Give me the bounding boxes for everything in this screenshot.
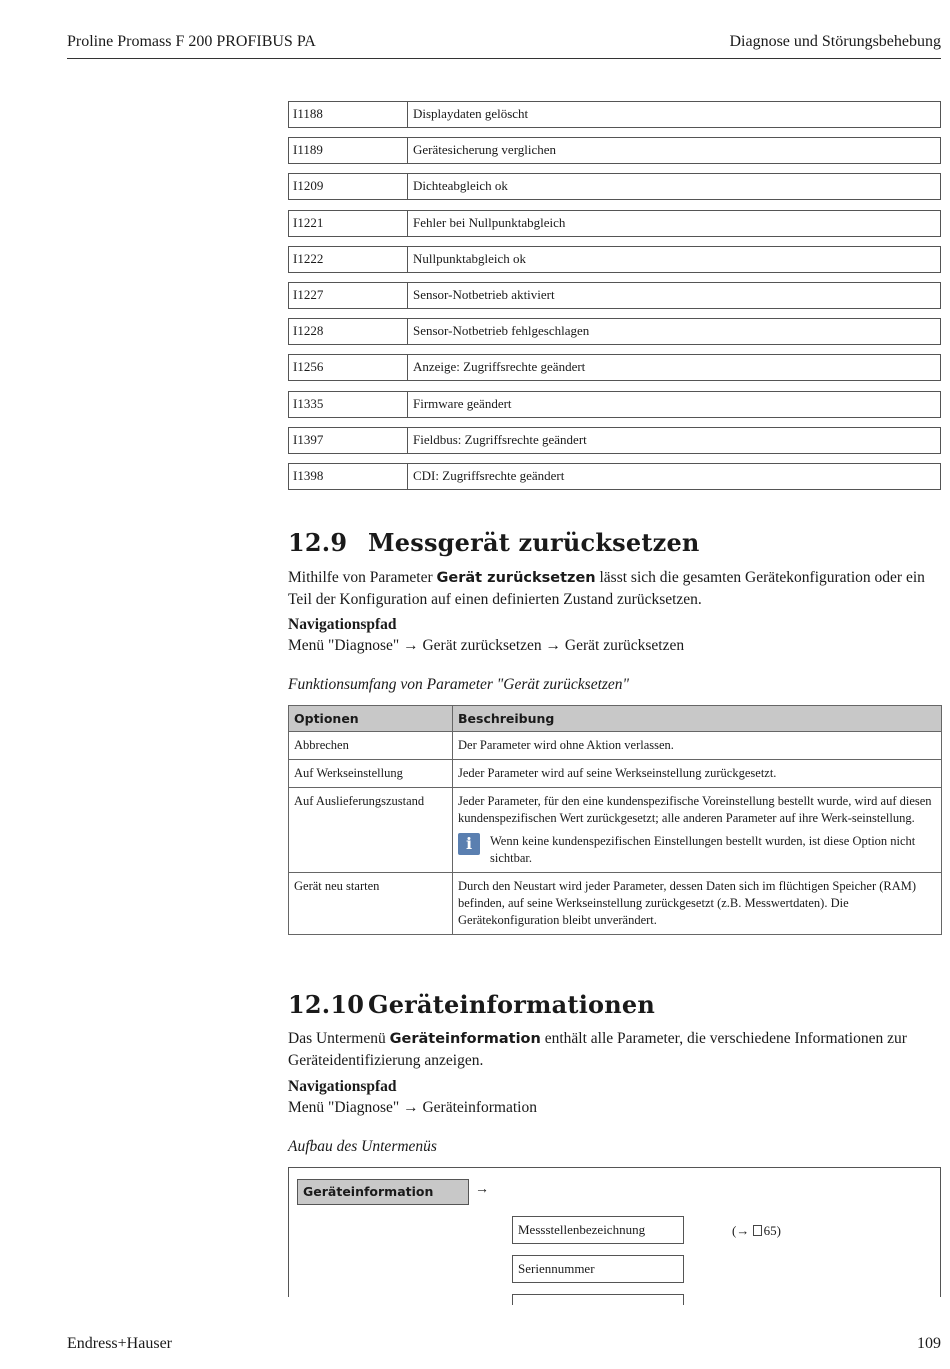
table-row [288, 101, 941, 128]
diagnostic-code: I1209 [289, 174, 408, 199]
table-row [288, 391, 941, 418]
table-row [288, 282, 941, 309]
table-row [288, 463, 941, 490]
ref-page-number: 65 [763, 1223, 777, 1238]
section-heading-device-info [288, 990, 655, 1019]
section-number: 12.9 [288, 528, 348, 557]
column-header: Optionen [289, 706, 453, 732]
table-row [288, 246, 941, 273]
submenu-name: Geräteinformation [389, 1031, 541, 1047]
arrow-right-icon: → [475, 1182, 489, 1197]
diagnostic-code: I1397 [289, 428, 408, 453]
section-heading-reset [288, 528, 700, 557]
page-reference [732, 1223, 781, 1239]
diagnostic-code: I1222 [289, 247, 408, 272]
options-table [288, 705, 942, 935]
column-header: Beschreibung [453, 706, 942, 732]
option-cell: Auf Auslieferungszustand [289, 788, 453, 873]
diagnostic-code: I1221 [289, 211, 408, 236]
diagnostic-code: I1335 [289, 392, 408, 417]
description-cell: Der Parameter wird ohne Aktion verlassen. [453, 732, 942, 760]
diagnostic-description: Gerätesicherung verglichen [413, 142, 557, 158]
description-text: Jeder Parameter, für den eine kundenspezifische Voreinstellung bestellt wurde, wird auf diesen kundenspezifischen Wert zurückgesetzt; alle anderen Parameter auf ihre Werk-seinstellung. [458, 794, 932, 825]
info-note [458, 833, 936, 867]
intro-text: lässt sich die gesamten Gerätekonfiguration oder ein Teil der Konfiguration auf einen definierten Zustand zurücksetzen. [288, 569, 925, 608]
submenu-item-cut [512, 1294, 684, 1305]
info-icon: i [458, 833, 480, 855]
table-row [289, 732, 942, 760]
description-cell: Durch den Neustart wird jeder Parameter, dessen Daten sich im flüchtigen Speicher (RAM) befinden, auf seine Werkseinstellung zurückgesetzt (z.B. Messwertdaten). Die Gerätekonfiguration bleibt unverändert. [453, 873, 942, 935]
nav-path-title: Navigationspfad [288, 616, 397, 633]
nav-path: Menü "Diagnose" → Gerät zurücksetzen → Gerät zurücksetzen [288, 637, 685, 654]
diagnostic-description: Fehler bei Nullpunktabgleich [413, 214, 566, 230]
option-cell: Gerät neu starten [289, 873, 453, 935]
submenu-item-tag: Messstellenbezeichnung [512, 1216, 684, 1244]
nav-path: Menü "Diagnose" → Geräteinformation [288, 1099, 537, 1116]
diagnostic-description: Firmware geändert [413, 395, 512, 411]
diagnostic-description: Displaydaten gelöscht [413, 106, 529, 121]
header-rule [67, 58, 941, 59]
page-number: 109 [917, 1335, 941, 1352]
option-cell: Auf Werkseinstellung [289, 760, 453, 788]
diagnostic-description: Sensor-Notbetrieb aktiviert [413, 287, 555, 302]
diagnostic-description: Anzeige: Zugriffsrechte geändert [413, 359, 586, 375]
footer-company: Endress+Hauser [67, 1335, 172, 1352]
section-title: Geräteinformationen [368, 990, 655, 1019]
intro-text: enthält alle Parameter, die verschiedene Informationen zur Geräteidentifizierung anzeigen. [288, 1030, 907, 1069]
header-document-title: Proline Promass F 200 PROFIBUS PA [67, 33, 316, 50]
ref-prefix: (→ [732, 1223, 753, 1238]
ref-suffix: ) [776, 1223, 781, 1238]
table-header-row [289, 706, 942, 732]
nav-path-title: Navigationspfad [288, 1078, 397, 1095]
section-intro-reset [288, 567, 941, 610]
diagnostic-description: Sensor-Notbetrieb fehlgeschlagen [413, 323, 590, 339]
table-row [288, 354, 941, 381]
page-icon [753, 1225, 762, 1236]
diagnostic-description: Dichteabgleich ok [413, 178, 508, 194]
option-cell: Abbrechen [289, 732, 453, 760]
submenu-item-serial: Seriennummer [512, 1255, 684, 1283]
diagnostic-code: I1398 [289, 464, 408, 489]
diagnostic-code: I1227 [289, 283, 408, 308]
parameter-name: Gerät zurücksetzen [436, 570, 596, 586]
diagnostic-description: CDI: Zugriffsrechte geändert [413, 468, 565, 483]
diagnostic-description: Fieldbus: Zugriffsrechte geändert [413, 431, 587, 447]
description-cell: Jeder Parameter wird auf seine Werkseinstellung zurückgesetzt. [453, 760, 942, 788]
note-text: Wenn keine kundenspezifischen Einstellungen bestellt wurden, ist diese Option nicht sichtbar. [490, 834, 916, 865]
diagnostic-description: Nullpunktabgleich ok [413, 250, 527, 266]
table-row [289, 788, 942, 873]
table-caption: Funktionsumfang von Parameter "Gerät zurücksetzen" [288, 676, 630, 693]
diagnostic-code: I1256 [289, 355, 408, 380]
section-intro-device-info [288, 1028, 941, 1071]
table-row [289, 873, 942, 935]
submenu-structure [288, 1167, 941, 1297]
diagnostic-code: I1228 [289, 319, 408, 344]
table-row [289, 760, 942, 788]
table-row [288, 137, 941, 164]
section-number: 12.10 [288, 990, 365, 1019]
description-cell [453, 788, 942, 873]
diagnostic-code: I1189 [289, 138, 408, 163]
submenu-caption: Aufbau des Untermenüs [288, 1138, 437, 1155]
diagnostic-code: I1188 [289, 102, 408, 127]
table-row [288, 427, 941, 454]
table-row [288, 318, 941, 345]
intro-text: Mithilfe von Parameter [288, 569, 437, 586]
table-row [288, 210, 941, 237]
intro-text: Das Untermenü [288, 1030, 390, 1047]
submenu-root-node: Geräteinformation [297, 1179, 469, 1205]
table-row [288, 173, 941, 200]
header-chapter-title: Diagnose und Störungsbehebung [729, 33, 941, 50]
section-title: Messgerät zurücksetzen [368, 528, 700, 557]
